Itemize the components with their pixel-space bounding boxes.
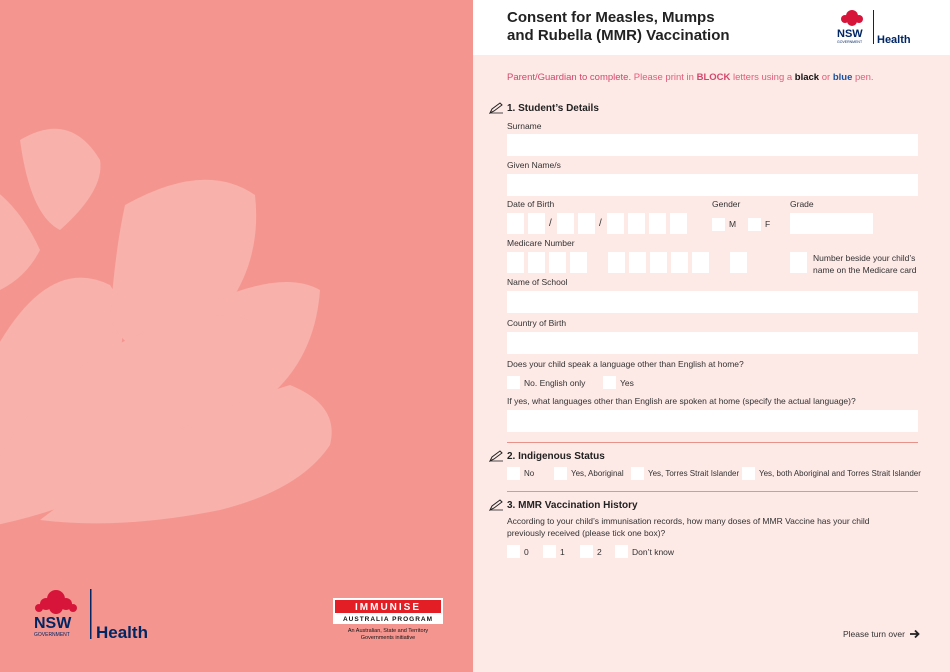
grade-input[interactable] <box>790 213 873 234</box>
nsw-text: NSW <box>34 615 72 632</box>
surname-input[interactable] <box>507 134 918 156</box>
dob-year-4[interactable] <box>670 213 687 234</box>
instructions: Parent/Guardian to complete. Please print in BLOCK letters using a black or blue pen. <box>507 72 874 83</box>
mmr-2-checkbox[interactable] <box>580 545 593 558</box>
pen-icon <box>489 450 505 462</box>
medicare-digit[interactable] <box>507 252 524 273</box>
section2-title: 2. Indigenous Status <box>489 450 605 462</box>
form-panel: Consent for Measles, Mumps and Rubella (MMR) Vaccination NSW GOVERNMENT Health Parent/Guardian to complete. Please print in BLOCK letters using a black or blue pen. 1. Student’s Details Surname Given Name/s Date of Birth / / Gender M F Grade Medicare Number Number beside your child’s name on the Medicare card Name of School Country of Birth Does your child speak a language other than English at home? No. English only Yes If yes, what languages other than English are spoken at home (specify the actual language)? 2. Indigenous Status No Yes, Aboriginal Yes, Torres Strait Islander Yes, both Aboriginal and Torres Strait Islander 3. MMR Vaccination History According to your child’s immunisation records, how many doses of MMR Vaccine has your child previously received (please tick one box)? 0 1 2 Don’t know Please turn over <box>473 0 950 672</box>
indigenous-both-checkbox[interactable] <box>742 467 755 480</box>
country-label: Country of Birth <box>507 318 567 328</box>
medicare-digit[interactable] <box>549 252 566 273</box>
immunise-program: AUSTRALIA PROGRAM <box>342 616 434 623</box>
pen-icon <box>489 102 505 114</box>
medicare-irn-note: Number beside your child’s name on the Medicare card <box>813 253 917 275</box>
given-names-input[interactable] <box>507 174 918 196</box>
medicare-label: Medicare Number <box>507 238 575 248</box>
medicare-digit[interactable] <box>528 252 545 273</box>
dob-month-2[interactable] <box>578 213 595 234</box>
gender-f-checkbox[interactable] <box>748 218 761 231</box>
divider <box>507 491 918 492</box>
svg-text:Health: Health <box>877 34 911 46</box>
svg-text:NSW: NSW <box>837 28 863 40</box>
government-text: GOVERNMENT <box>34 632 70 638</box>
immunise-australia-logo <box>333 598 443 644</box>
mmr-1-checkbox[interactable] <box>543 545 556 558</box>
waratah-icon <box>35 590 77 614</box>
language-specify-label: If yes, what languages other than English are spoken at home (specify the actual language)? <box>507 396 856 406</box>
health-text: Health <box>96 623 148 642</box>
cover-panel <box>0 0 473 672</box>
immunise-word: IMMUNISE <box>355 602 421 613</box>
school-input[interactable] <box>507 291 918 313</box>
medicare-digit[interactable] <box>570 252 587 273</box>
grade-label: Grade <box>790 199 814 209</box>
language-question: Does your child speak a language other than English at home? <box>507 359 744 369</box>
indigenous-tsi-checkbox[interactable] <box>631 467 644 480</box>
waratah-icon <box>841 10 863 26</box>
language-yes-checkbox[interactable] <box>603 376 616 389</box>
medicare-digit[interactable] <box>608 252 625 273</box>
arrow-right-icon <box>909 629 921 639</box>
language-specify-input[interactable] <box>507 410 918 432</box>
dob-year-1[interactable] <box>607 213 624 234</box>
medicare-digit[interactable] <box>692 252 709 273</box>
mmr-dont-know-checkbox[interactable] <box>615 545 628 558</box>
mmr-question: According to your child’s immunisation records, how many doses of MMR Vaccine has your child previously received (please tick one box)? <box>507 516 870 538</box>
country-input[interactable] <box>507 332 918 354</box>
given-names-label: Given Name/s <box>507 160 561 170</box>
immunise-tagline-2: Governments initiative <box>360 635 416 641</box>
medicare-digit[interactable] <box>629 252 646 273</box>
svg-text:GOVERNMENT: GOVERNMENT <box>837 40 863 44</box>
surname-label: Surname <box>507 121 542 131</box>
turn-over-note: Please turn over <box>843 629 921 639</box>
language-no-checkbox[interactable] <box>507 376 520 389</box>
dob-day-2[interactable] <box>528 213 545 234</box>
form-title: Consent for Measles, Mumps and Rubella (MMR) Vaccination <box>507 9 730 44</box>
waratah-watermark-icon <box>0 0 473 672</box>
medicare-irn-input[interactable] <box>790 252 807 273</box>
nsw-health-logo <box>30 585 170 645</box>
school-label: Name of School <box>507 277 568 287</box>
dob-year-3[interactable] <box>649 213 666 234</box>
dob-day-1[interactable] <box>507 213 524 234</box>
immunise-tagline-1: An Australian, State and Territory <box>347 628 429 634</box>
divider <box>507 442 918 443</box>
medicare-digit[interactable] <box>730 252 747 273</box>
nsw-health-logo-small <box>835 7 925 47</box>
pen-icon <box>489 499 505 511</box>
dob-month-1[interactable] <box>557 213 574 234</box>
section1-title: 1. Student’s Details <box>489 102 599 114</box>
dob-label: Date of Birth <box>507 199 555 209</box>
dob-year-2[interactable] <box>628 213 645 234</box>
gender-label: Gender <box>712 199 741 209</box>
section3-title: 3. MMR Vaccination History <box>489 499 638 511</box>
medicare-digit[interactable] <box>650 252 667 273</box>
medicare-digit[interactable] <box>671 252 688 273</box>
indigenous-no-checkbox[interactable] <box>507 467 520 480</box>
indigenous-aboriginal-checkbox[interactable] <box>554 467 567 480</box>
mmr-0-checkbox[interactable] <box>507 545 520 558</box>
gender-m-checkbox[interactable] <box>712 218 725 231</box>
